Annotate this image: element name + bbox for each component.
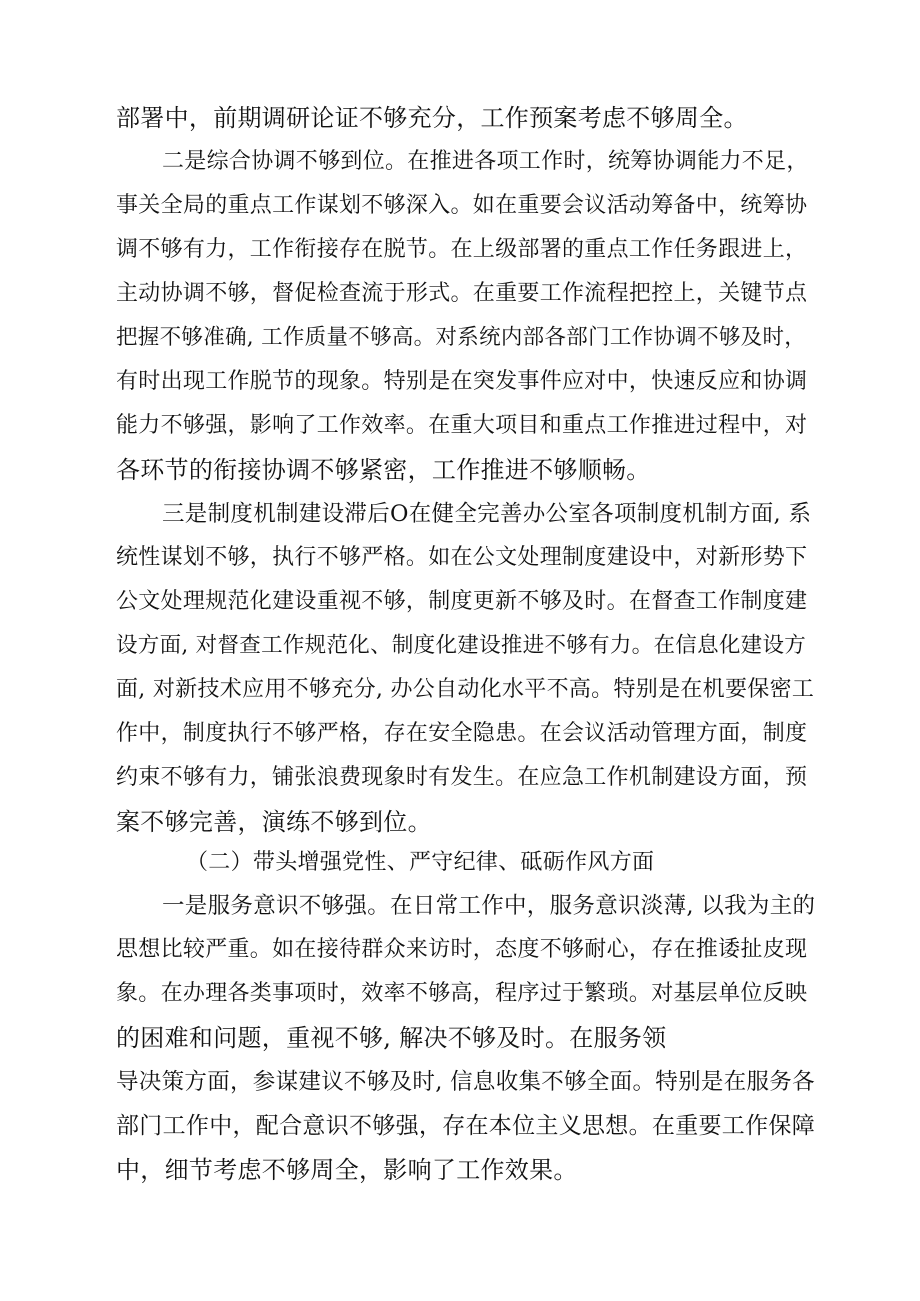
text-line: 导决策方面，参谋建议不够及时, 信息收集不够全面。特别是在服务各 [116, 1069, 815, 1095]
text-line: 象。在办理各类事项时，效率不够高，程序过于繁琐。对基层单位反映 [116, 981, 808, 1006]
text-line: 事关全局的重点工作谋划不够深入。如在重要会议活动筹备中，统筹协 [116, 193, 808, 218]
text-line: 作中，制度执行不够严格，存在安全隐患。在会议活动管理方面，制度 [116, 721, 808, 746]
text-line: 思想比较严重。如在接待群众来访时，态度不够耐心，存在推诿扯皮现 [116, 937, 808, 962]
section-heading: （二）带头增强党性、严守纪律、砥砺作风方面 [186, 850, 655, 875]
text-line: 设方面, 对督查工作规范化、制度化建设推进不够有力。在信息化建设方 [116, 633, 807, 658]
text-line: 部署中，前期调研论证不够充分，工作预案考虑不够周全。 [116, 104, 748, 132]
text-line: 的困难和问题，重视不够, 解决不够及时。在服务领 [116, 1024, 667, 1052]
text-line: 公文处理规范化建设重视不够，制度更新不够及时。在督查工作制度建 [116, 589, 808, 614]
text-line: 调不够有力，工作衔接存在脱节。在上级部署的重点工作任务跟进上， [116, 237, 808, 262]
paragraph-start-line: 三是制度机制建设滞后O在健全完善办公室各项制度机制方面, 系 [162, 501, 812, 527]
paragraph-start-line: 一是服务意识不够强。在日常工作中，服务意识淡薄, 以我为主的 [162, 893, 816, 919]
text-line: 中，细节考虑不够周全，影响了工作效果。 [116, 1156, 578, 1184]
text-line: 部门工作中，配合意识不够强，存在本位主义思想。在重要工作保障 [116, 1113, 815, 1139]
text-line: 能力不够强，影响了工作效率。在重大项目和重点工作推进过程中，对 [116, 413, 808, 438]
text-line: 统性谋划不够，执行不够严格。如在公文处理制度建设中，对新形势下 [116, 545, 808, 570]
text-line: 有时出现工作脱节的现象。特别是在突发事件应对中，快速反应和协调 [116, 369, 808, 394]
text-line: 案不够完善，演练不够到位。 [116, 808, 432, 836]
text-line: 面, 对新技术应用不够充分, 办公自动化水平不高。特别是在机要保密工 [116, 677, 815, 702]
text-line: 约束不够有力，铺张浪费现象时有发生。在应急工作机制建设方面，预 [116, 765, 808, 790]
paragraph-start-line: 二是综合协调不够到位。在推进各项工作时，统筹协调能力不足， [162, 149, 809, 174]
text-line: 主动协调不够，督促检查流于形式。在重要工作流程把控上，关键节点 [116, 281, 808, 306]
text-line: 把握不够准确, 工作质量不够高。对系统内部各部门工作协调不够及时， [116, 325, 807, 350]
text-line: 各环节的衔接协调不够紧密，工作推进不够顺畅。 [116, 456, 651, 484]
